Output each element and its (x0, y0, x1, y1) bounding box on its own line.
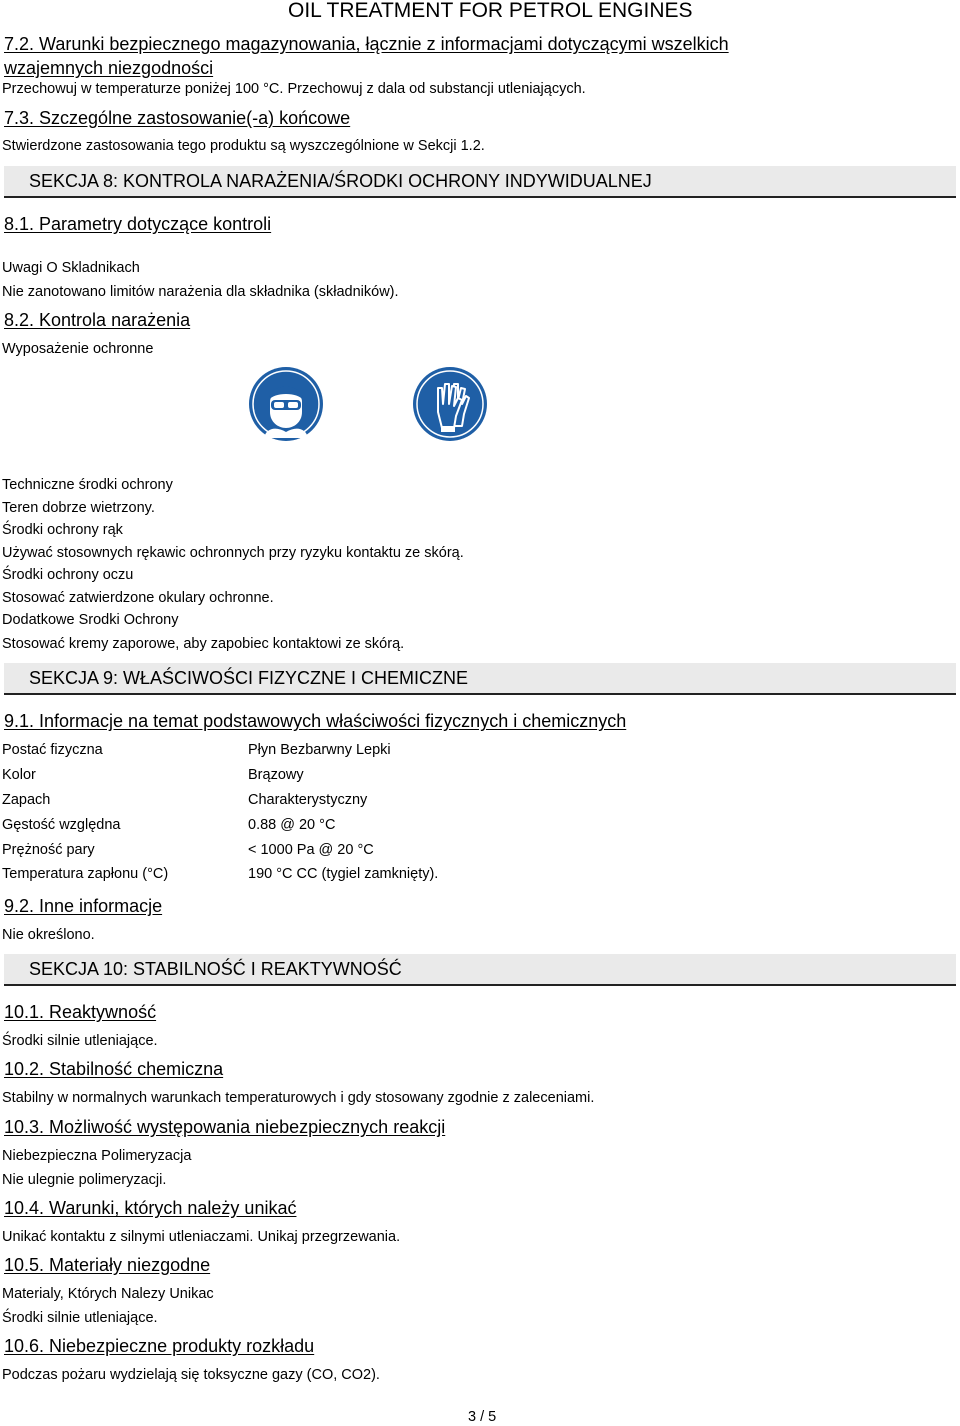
subsection-10-3-title: 10.3. Możliwość występowania niebezpiecznych reakcji (4, 1117, 446, 1137)
section-10-title: SEKCJA 10: STABILNOŚĆ I REAKTYWNOŚĆ (29, 959, 402, 979)
subsection-7-3-title: 7.3. Szczególne zastosowanie(-a) końcowe (4, 108, 351, 128)
subsection-10-2-title: 10.2. Stabilność chemiczna (4, 1059, 224, 1079)
polymerization-text: Nie ulegnie polimeryzacji. (2, 1172, 167, 1188)
gloves-icon (412, 366, 488, 442)
property-value: Brązowy (248, 767, 304, 783)
materials-to-avoid-text: Środki silnie utleniające. (2, 1310, 158, 1326)
property-value: Płyn Bezbarwny Lepki (248, 742, 391, 758)
subsection-9-2-title: 9.2. Inne informacje (4, 896, 163, 916)
property-label: Prężność pary (2, 842, 95, 858)
subsection-10-5-title: 10.5. Materiały niezgodne (4, 1255, 211, 1275)
subsection-7-2-title-line1: 7.2. Warunki bezpiecznego magazynowania, łącznie z informacjami dotyczącymi wszelkich (4, 34, 729, 54)
property-value: 190 °C CC (tygiel zamknięty). (248, 866, 439, 882)
property-label: Postać fizyczna (2, 742, 103, 758)
subsection-10-1-text: Środki silnie utleniające. (2, 1033, 158, 1049)
subsection-9-1-title: 9.1. Informacje na temat podstawowych właściwości fizycznych i chemicznych (4, 711, 627, 731)
subsection-10-6-title: 10.6. Niebezpieczne produkty rozkładu (4, 1336, 315, 1356)
subsection-10-1-title: 10.1. Reaktywność (4, 1002, 157, 1022)
materials-to-avoid-label: Materialy, Których Nalezy Unikac (2, 1286, 214, 1302)
subsection-7-2-title-line2: wzajemnych niezgodności (4, 58, 214, 78)
property-value: Charakterystyczny (248, 792, 368, 808)
section-9-header (4, 663, 956, 695)
protective-equipment-label: Wyposażenie ochronne (2, 341, 154, 357)
subsection-8-1-title: 8.1. Parametry dotyczące kontroli (4, 214, 272, 234)
property-value: < 1000 Pa @ 20 °C (248, 842, 374, 858)
technical-measures-text: Teren dobrze wietrzony. (2, 500, 155, 516)
subsection-10-6-text: Podczas pożaru wydzielają się toksyczne gazy (CO, CO2). (2, 1367, 380, 1383)
subsection-7-3-text: Stwierdzone zastosowania tego produktu są wyszczególnione w Sekcji 1.2. (2, 138, 485, 154)
subsection-7-2-text: Przechowuj w temperaturze poniżej 100 °C. Przechowuj z dala od substancji utleniających. (2, 81, 586, 97)
section-9-title: SEKCJA 9: WŁAŚCIWOŚCI FIZYCZNE I CHEMICZNE (29, 668, 469, 688)
page-number: 3 / 5 (468, 1409, 497, 1425)
subsection-8-2-title: 8.2. Kontrola narażenia (4, 310, 191, 330)
subsection-10-4-text: Unikać kontaktu z silnymi utleniaczami. Unikaj przegrzewania. (2, 1229, 401, 1245)
section-10-header (4, 954, 956, 986)
property-value: 0.88 @ 20 °C (248, 817, 336, 833)
hand-protection-label: Środki ochrony rąk (2, 522, 123, 538)
additional-protection-label: Dodatkowe Srodki Ochrony (2, 612, 179, 628)
hand-protection-text: Używać stosownych rękawic ochronnych przy ryzyku kontaktu ze skórą. (2, 545, 464, 561)
property-label: Gęstość względna (2, 817, 121, 833)
document-title: OIL TREATMENT FOR PETROL ENGINES (288, 0, 693, 22)
ingredient-notes-label: Uwagi O Skladnikach (2, 260, 140, 276)
eye-protection-label: Środki ochrony oczu (2, 567, 134, 583)
eye-protection-text: Stosować zatwierdzone okulary ochronne. (2, 590, 274, 606)
subsection-10-4-title: 10.4. Warunki, których należy unikać (4, 1198, 297, 1218)
subsection-10-2-text: Stabilny w normalnych warunkach temperaturowych i gdy stosowany zgodnie z zaleceniami. (2, 1090, 595, 1106)
section-8-header (4, 166, 956, 198)
technical-measures-label: Techniczne środki ochrony (2, 477, 173, 493)
property-label: Kolor (2, 767, 36, 783)
property-label: Zapach (2, 792, 51, 808)
goggles-icon (248, 366, 324, 442)
section-8-title: SEKCJA 8: KONTROLA NARAŻENIA/ŚRODKI OCHRONY INDYWIDUALNEJ (29, 171, 652, 191)
subsection-9-2-text: Nie określono. (2, 927, 95, 943)
additional-protection-text: Stosować kremy zaporowe, aby zapobiec kontaktowi ze skórą. (2, 636, 405, 652)
property-label: Temperatura zapłonu (°C) (2, 866, 169, 882)
polymerization-label: Niebezpieczna Polimeryzacja (2, 1148, 192, 1164)
ingredient-notes-text: Nie zanotowano limitów narażenia dla składnika (składników). (2, 284, 399, 300)
